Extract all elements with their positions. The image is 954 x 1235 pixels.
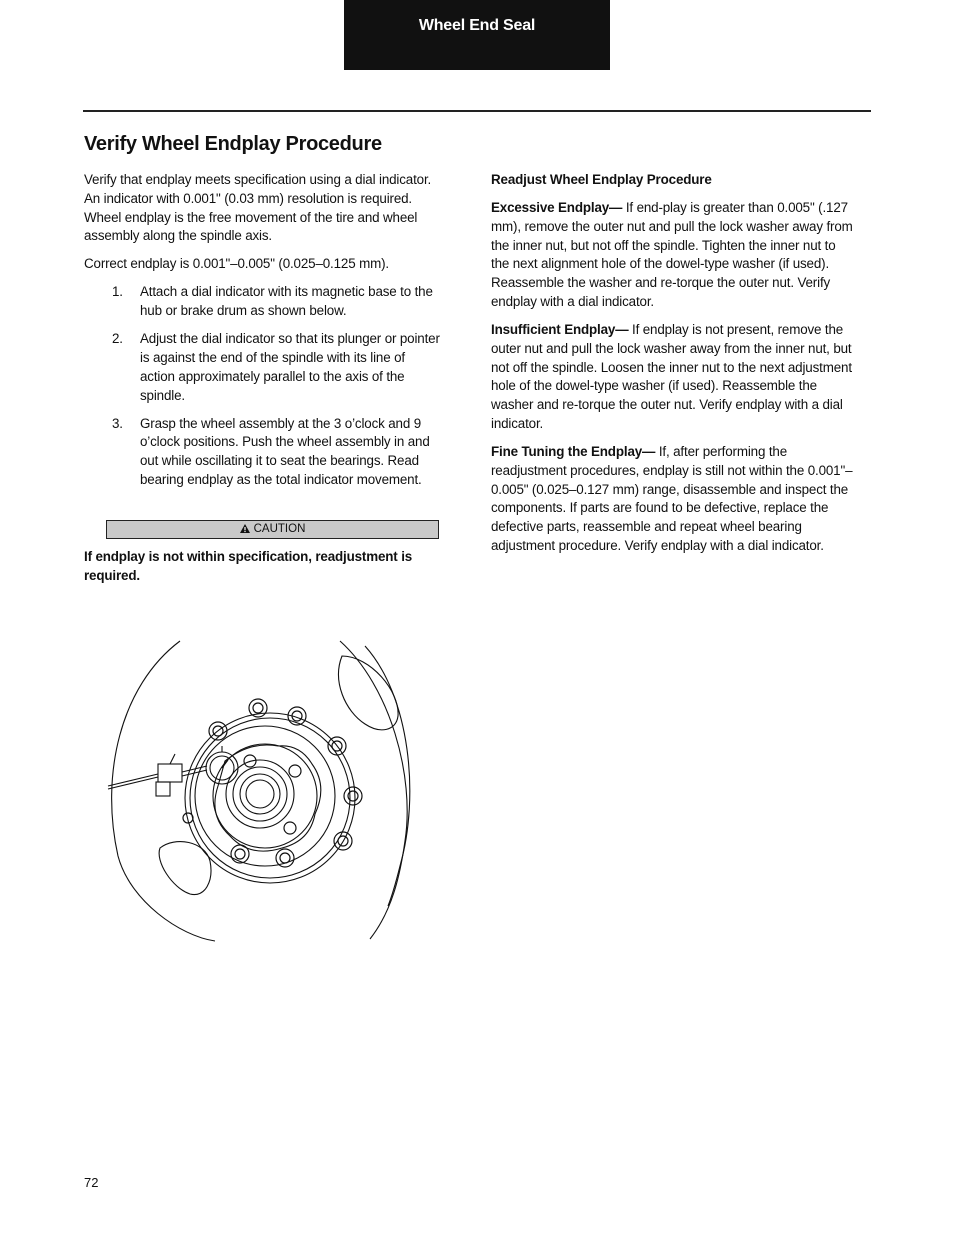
readjust-heading: Readjust Wheel Endplay Procedure xyxy=(491,172,712,187)
insufficient-endplay-paragraph xyxy=(491,321,856,434)
step-text: Attach a dial indicator with its magnetic base to the hub or brake drum as shown below. xyxy=(140,284,433,319)
header-rule xyxy=(83,110,871,112)
procedure-steps xyxy=(84,283,442,489)
step-text: Adjust the dial indicator so that its plunger or pointer is against the end of the spindle with its line of action approximately parallel to the axis of the spindle. xyxy=(140,331,440,403)
step-number: 1. xyxy=(112,284,123,300)
warning-triangle-icon xyxy=(240,524,250,533)
intro-paragraph: Verify that endplay meets specification using a dial indicator. An indicator with 0.001" (0.03 mm) resolution is required. Wheel endplay is the free movement of the tire and wheel assembly along the spindle axis. xyxy=(84,172,432,244)
step-number: 2. xyxy=(112,331,123,347)
fine-tuning-text: If, after performing the readjustment procedures, endplay is still not within the 0.001"–0.005" (0.025–0.127 mm) range, disassemble and inspect the components. If parts are found to be defective, replace the defective parts, reassemble and repeat wheel bearing adjustment procedure. Verify endplay with a dial indicator. xyxy=(491,443,853,553)
excessive-endplay-text: If end-play is greater than 0.005" (.127 mm), remove the outer nut and pull the lock washer away from the inner nut, but not off the spindle. Tighten the inner nut to the next alignment hole of the dowel-type washer (if used). Reassemble the washer and re-torque the outer nut. Verify endplay with a dial indicator. xyxy=(491,199,853,309)
fine-tuning-paragraph xyxy=(491,443,856,556)
caution-text: If endplay is not within specification, readjustment is required. xyxy=(84,549,413,583)
left-column xyxy=(84,171,442,499)
step-number: 3. xyxy=(112,415,123,431)
section-tab xyxy=(344,0,610,70)
excessive-endplay-lead: Excessive Endplay— xyxy=(491,199,623,215)
wheel-hub-dial-indicator-illustration xyxy=(100,636,450,946)
page-number: 72 xyxy=(84,1175,99,1190)
section-tab-label: Wheel End Seal xyxy=(418,17,536,34)
step-item xyxy=(84,415,442,490)
caution-banner xyxy=(106,520,439,539)
caution-label: CAUTION xyxy=(253,523,306,535)
spec-paragraph: Correct endplay is 0.001"–0.005" (0.025–0.125 mm). xyxy=(84,256,389,272)
right-column xyxy=(491,171,856,565)
excessive-endplay-paragraph xyxy=(491,199,856,312)
step-item xyxy=(84,283,442,321)
fine-tuning-lead: Fine Tuning the Endplay— xyxy=(491,443,656,459)
insufficient-endplay-text: If endplay is not present, remove the outer nut and pull the lock washer away from the inner nut, but not off the spindle. Loosen the inner nut to the next adjustment hole of the dowel-type washer (if used). Reassemble the washer and re-torque the outer nut. Verify endplay with a dial indicator. xyxy=(491,321,852,431)
page-title: Verify Wheel Endplay Procedure xyxy=(84,133,382,155)
insufficient-endplay-lead: Insufficient Endplay— xyxy=(491,321,629,337)
step-text: Grasp the wheel assembly at the 3 o’clock and 9 o’clock positions. Push the wheel assembly in and out while oscillating it to seat the bearings. Read bearing endplay as the total indicator movement. xyxy=(140,415,430,487)
step-item xyxy=(84,330,442,405)
